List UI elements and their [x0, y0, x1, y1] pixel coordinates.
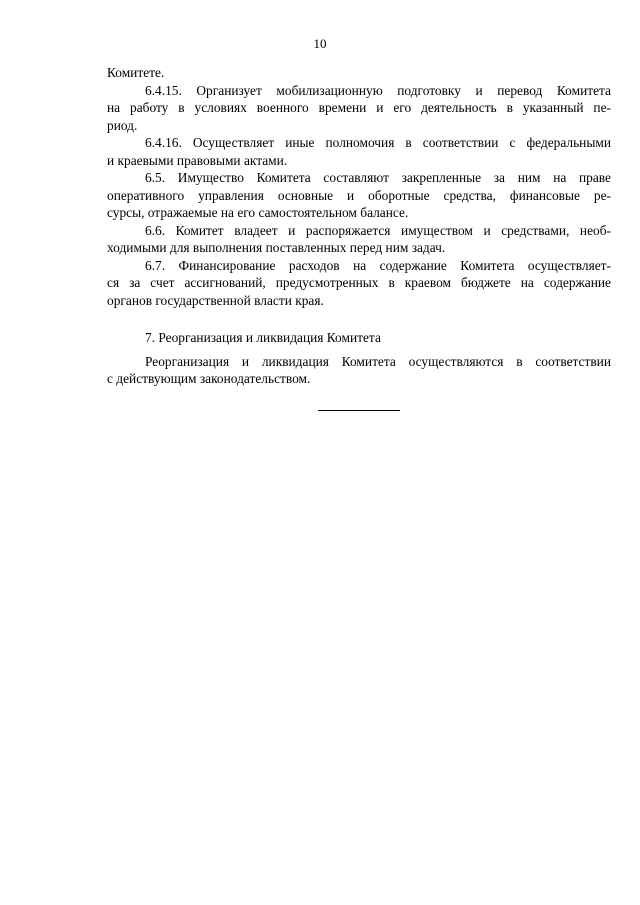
text-line: ходимыми для выполнения поставленных перед ним задач.: [107, 240, 446, 255]
paragraph-6-7: [107, 257, 611, 310]
text-line: 6.7. Финансирование расходов на содержание Комитета осуществляет-: [145, 257, 611, 273]
paragraph-6-5: [107, 169, 611, 222]
paragraph-continuation: [107, 64, 611, 82]
text-line: 6.4.15. Организует мобилизационную подготовку и перевод Комитета: [145, 82, 611, 98]
text-line: 6.5. Имущество Комитета составляют закрепленные за ним на праве: [145, 170, 611, 185]
text-line: на работу в условиях военного времени и его деятельность в указанный пе-: [107, 100, 611, 115]
section-spacer: [107, 309, 611, 329]
text-line: Комитете.: [107, 65, 165, 80]
page-number: 10: [313, 36, 327, 51]
text-line: ся за счет ассигнований, предусмотренных в краевом бюджете на содержание: [107, 275, 611, 290]
text-line: сурсы, отражаемые на его самостоятельном балансе.: [107, 205, 409, 220]
text-line: с действующим законодательством.: [107, 371, 311, 386]
text-line: риод.: [107, 117, 138, 133]
document-body: [107, 64, 611, 388]
text-line: органов государственной власти края.: [107, 292, 324, 308]
text-line: и краевыми правовыми актами.: [107, 152, 288, 168]
text-line: Реорганизация и ликвидация Комитета осуществляются в соответствии: [145, 353, 611, 369]
document-end-rule: [318, 410, 400, 411]
paragraph-6-4-15: [107, 82, 611, 135]
paragraph-6-4-16: [107, 134, 611, 169]
text-line: оперативного управления основные и оборотные средства, финансовые ре-: [107, 187, 611, 203]
paragraph-section-7: [107, 353, 611, 388]
paragraph-6-6: [107, 222, 611, 257]
text-line: 6.4.16. Осуществляет иные полномочия в соответствии с федеральными: [145, 135, 611, 150]
text-line: 6.6. Комитет владеет и распоряжается имуществом и средствами, необ-: [145, 222, 611, 238]
section-7-heading: 7. Реорганизация и ликвидация Комитета: [145, 330, 381, 345]
